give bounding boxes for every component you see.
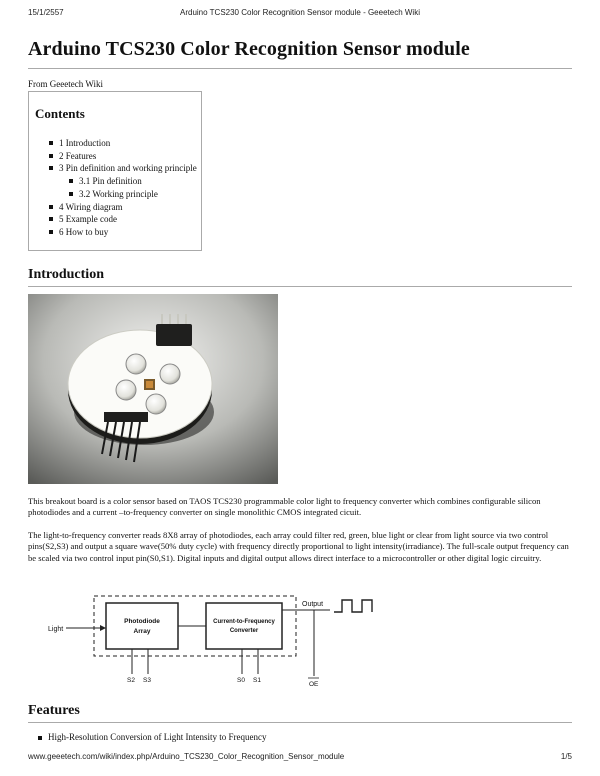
print-date: 15/1/2557 (28, 8, 64, 17)
bullet-icon (69, 179, 73, 183)
arrow-head-icon (100, 625, 106, 631)
s0-label: S0 (237, 677, 245, 684)
toc-item-pin-definition[interactable]: 3.1 Pin definition (37, 175, 197, 188)
introduction-divider (28, 286, 572, 287)
bullet-icon (49, 141, 53, 145)
features-heading: Features (28, 703, 80, 718)
oe-label: OE (309, 681, 319, 688)
converter-block (206, 603, 282, 649)
toc-item-pin-definition-and-working-principle[interactable]: 3 Pin definition and working principle (37, 162, 197, 175)
features-divider (28, 722, 572, 723)
s1-label: S1 (253, 677, 261, 684)
print-footer (28, 752, 572, 766)
bullet-icon (69, 192, 73, 196)
page-number: 1/5 (560, 752, 572, 761)
toc-item-example-code[interactable]: 5 Example code (37, 213, 197, 226)
bullet-icon (49, 230, 53, 234)
bullet-icon (49, 166, 53, 170)
sensor-module-photo (28, 294, 278, 484)
light-label: Light (48, 626, 64, 633)
toc-item-features[interactable]: 2 Features (37, 150, 197, 163)
page-title: Arduino TCS230 Color Recognition Sensor module (28, 38, 470, 60)
photodiode-label: Photodiode (124, 618, 160, 625)
print-title: Arduino TCS230 Color Recognition Sensor module - Geeetech Wiki (180, 8, 420, 17)
photodiode-array-block (106, 603, 178, 649)
from-line: From Geeetech Wiki (28, 79, 103, 89)
bullet-icon (49, 205, 53, 209)
table-of-contents (28, 91, 202, 251)
page-url: www.geeetech.com/wiki/index.php/Arduino_TCS230_Color_Recognition_Sensor_module (28, 752, 345, 761)
toc-item-introduction[interactable]: 1 Introduction (37, 137, 197, 150)
toc-item-wiring-diagram[interactable]: 4 Wiring diagram (37, 201, 197, 214)
print-header (28, 8, 572, 22)
feature-item: High-Resolution Conversion of Light Intensity to Frequency (48, 732, 266, 742)
s2-label: S2 (127, 677, 135, 684)
square-wave-icon (334, 600, 372, 612)
bullet-icon (49, 217, 53, 221)
converter-label: Current-to-Frequency (213, 619, 275, 625)
toc-title: Contents (35, 106, 85, 121)
bullet-icon (49, 154, 53, 158)
introduction-paragraph-1: This breakout board is a color sensor based on TAOS TCS230 programmable color light to frequency converter which combines configurable silicon photodiodes and a current –to-frequency converter on single monolithic CMOS integrated cicuit. (28, 496, 541, 518)
title-divider (28, 68, 572, 69)
introduction-heading: Introduction (28, 267, 104, 282)
toc-list (37, 137, 197, 239)
introduction-paragraph-2: The light-to-frequency converter reads 8X8 array of photodiodes, each array could filter red, green, blue light or clear from light source via two control pins(S2,S3) and output a square wave(50% duty cycle) with frequency directly proportional to light intensity(irradiance). The full-scale output frequency can be scaled via two control input pin(S0,S1). Digital inputs and digital output allows direct interface to a microcontroller or other digital logic circuitry. (28, 530, 569, 563)
bullet-icon (38, 736, 42, 740)
converter-label-2: Converter (229, 628, 259, 634)
s3-label: S3 (143, 677, 151, 684)
block-diagram (44, 590, 374, 690)
output-label: Output (302, 601, 324, 608)
toc-item-how-to-buy[interactable]: 6 How to buy (37, 226, 197, 239)
toc-item-working-principle[interactable]: 3.2 Working principle (37, 188, 197, 201)
array-label: Array (133, 628, 151, 635)
